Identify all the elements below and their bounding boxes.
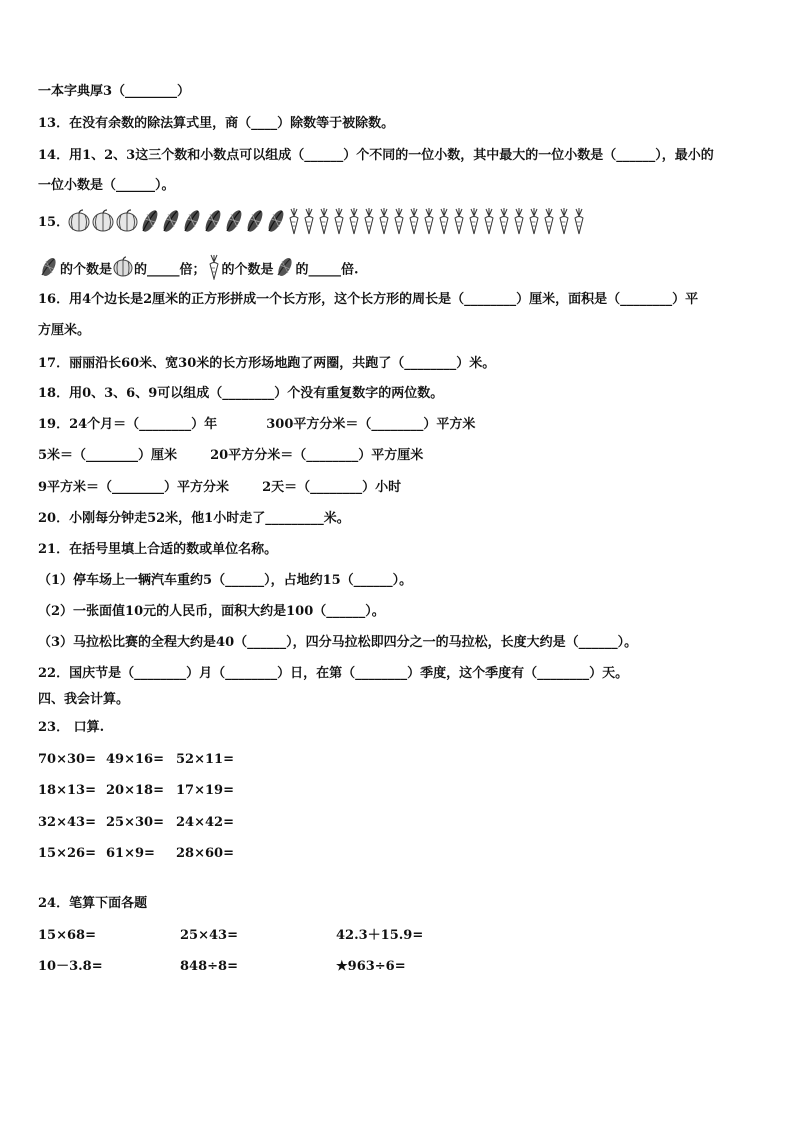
- corn-icon: [38, 255, 60, 285]
- question-18: 18．用0、3、6、9可以组成（________）个没有重复数字的两位数。: [38, 386, 444, 401]
- question-20: 20．小刚每分钟走52米，他1小时走了_________米。: [38, 511, 350, 526]
- carrot-icon: [572, 207, 586, 235]
- carrot-icon: [497, 207, 511, 235]
- conv-sqdm-to-sqm: 300平方分米＝（________）平方米: [266, 417, 476, 432]
- question-16-line1: 16．用4个边长是2厘米的正方形拼成一个长方形，这个长方形的周长是（________）厘米，面积是（________）平: [38, 292, 699, 307]
- question-13: 13．在没有余数的除法算式里，商（____）除数等于被除数。: [38, 116, 395, 131]
- carrot-icon: [482, 207, 496, 235]
- carrot-icon: [527, 207, 541, 235]
- question-21-2: （2）一张面值10元的人民币，面积大约是100（______）。: [38, 604, 385, 619]
- carrot-icon: [407, 207, 421, 235]
- written-calc-item: 10－3.8=: [38, 959, 103, 974]
- question-15-icon-row: [68, 207, 587, 239]
- carrot-icon: [437, 207, 451, 235]
- corn-icon: [161, 207, 181, 235]
- written-calc-item: 15×68=: [38, 928, 96, 943]
- carrot-icon: [467, 207, 481, 235]
- oral-calc-item: 24×42=: [176, 815, 234, 830]
- carrot-icon: [332, 207, 346, 235]
- question-24: 24．笔算下面各题: [38, 896, 148, 911]
- pumpkin-icon: [116, 209, 138, 233]
- question-14-line1: 14．用1、2、3这三个数和小数点可以组成（______）个不同的一位小数，其中最大的一位小数是（______），最小的: [38, 148, 714, 163]
- written-calc-item: 42.3＋15.9=: [336, 928, 424, 943]
- line-dictionary: 一本字典厚3（________）: [38, 84, 191, 99]
- text-times-1: 的_____倍；: [134, 262, 206, 278]
- conv-sqm-to-sqdm: 9平方米＝（________）平方分米: [38, 480, 230, 495]
- carrot-icon: [557, 207, 571, 235]
- question-19-row3: [38, 479, 758, 497]
- carrot-icon: [452, 207, 466, 235]
- carrot-icon: [377, 207, 391, 235]
- question-21: 21．在括号里填上合适的数或单位名称。: [38, 542, 278, 557]
- oral-calc-item: 17×19=: [176, 783, 234, 798]
- carrot-icon: [302, 207, 316, 235]
- pumpkin-icon: [112, 256, 134, 284]
- corn-icon: [266, 207, 286, 235]
- corn-icon: [182, 207, 202, 235]
- written-calc-item: 848÷8=: [180, 959, 238, 974]
- question-21-1: （1）停车场上一辆汽车重约5（______），占地约15（______）。: [38, 573, 413, 588]
- pumpkin-icon: [68, 209, 90, 233]
- question-15-text: [38, 254, 758, 286]
- oral-calc-item: 32×43=: [38, 815, 96, 830]
- oral-calc-item: 15×26=: [38, 846, 96, 861]
- corn-icon: [224, 207, 244, 235]
- oral-calc-item: 52×11=: [176, 752, 234, 767]
- pumpkin-icon: [92, 209, 114, 233]
- question-17: 17．丽丽沿长60米、宽30米的长方形场地跑了两圈，共跑了（________）米。: [38, 356, 496, 371]
- carrot-icon: [347, 207, 361, 235]
- conv-sqdm-to-sqcm: 20平方分米＝（________）平方厘米: [210, 448, 424, 463]
- written-calc-item: 25×43=: [180, 928, 238, 943]
- corn-icon: [203, 207, 223, 235]
- question-19-row1: [38, 416, 758, 434]
- question-16-line2: 方厘米。: [38, 323, 91, 338]
- carrot-icon: [362, 207, 376, 235]
- written-calc-item: ★963÷6=: [336, 959, 406, 974]
- corn-icon: [274, 255, 296, 285]
- question-21-3: （3）马拉松比赛的全程大约是40（______），四分马拉松即四分之一的马拉松，长度大约是（______）。: [38, 635, 638, 650]
- section-4-heading: 四、我会计算。: [38, 692, 130, 707]
- text-count-of: 的个数是: [60, 262, 113, 278]
- carrot-icon: [317, 207, 331, 235]
- carrot-icon: [206, 254, 222, 286]
- oral-calc-item: 61×9=: [106, 846, 155, 861]
- carrot-icon: [542, 207, 556, 235]
- carrot-icon: [287, 207, 301, 235]
- conv-months-to-years: 19．24个月＝（________）年: [38, 417, 218, 432]
- oral-calc-item: 49×16=: [106, 752, 164, 767]
- carrot-icon: [422, 207, 436, 235]
- oral-calc-item: 18×13=: [38, 783, 96, 798]
- question-19-row2: [38, 447, 758, 465]
- corn-icon: [245, 207, 265, 235]
- conv-days-to-hours: 2天＝（________）小时: [262, 480, 402, 495]
- corn-icon: [140, 207, 160, 235]
- carrot-icon: [512, 207, 526, 235]
- text-times-2: 的_____倍.: [295, 262, 359, 278]
- carrot-icon: [392, 207, 406, 235]
- oral-calc-item: 70×30=: [38, 752, 96, 767]
- question-14-line2: 一位小数是（______）。: [38, 178, 175, 193]
- text-count-of-2: 的个数是: [221, 262, 274, 278]
- oral-calc-item: 25×30=: [106, 815, 164, 830]
- question-15-number: 15．: [38, 215, 70, 230]
- question-23: 23． 口算.: [38, 720, 105, 735]
- question-22: 22．国庆节是（________）月（________）日，在第（________）季度，这个季度有（________）天。: [38, 666, 629, 681]
- oral-calc-item: 20×18=: [106, 783, 164, 798]
- oral-calc-item: 28×60=: [176, 846, 234, 861]
- conv-m-to-cm: 5米＝（________）厘米: [38, 448, 178, 463]
